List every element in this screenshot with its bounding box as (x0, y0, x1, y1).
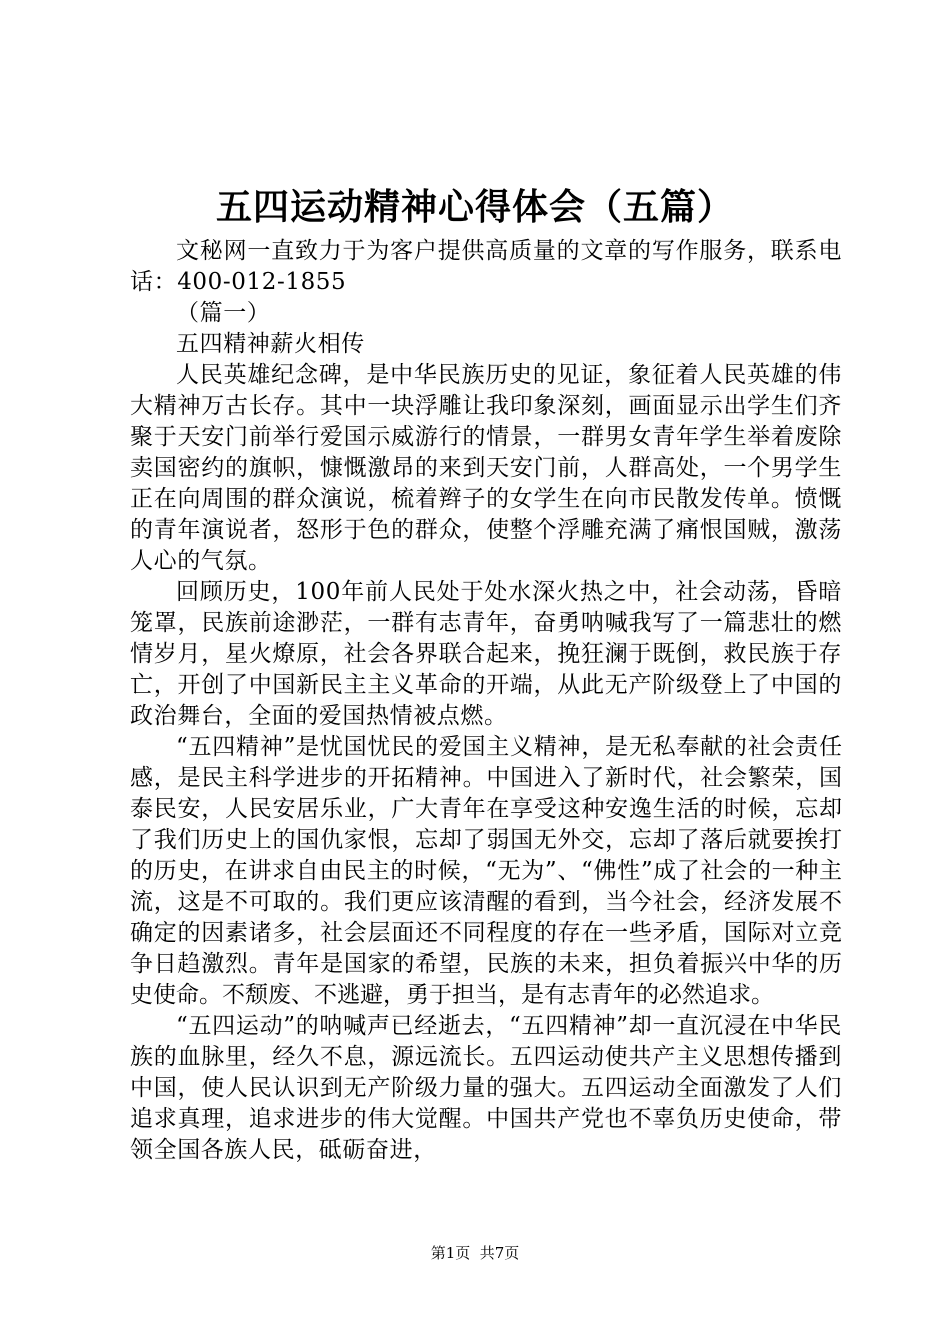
body-paragraph: “五四运动”的呐喊声已经逝去，“五四精神”却一直沉浸在中华民族的血脉里，经久不息，源远流长。五四运动使共产主义思想传播到中国，使人民认识到无产阶级力量的强大。五四运动全面激发了人们追求真理，追求进步的伟大觉醒。中国共产党也不辜负历史使命，带领全国各族人民，砥砺奋进， (130, 1013, 842, 1163)
section-label: （篇一） (176, 300, 271, 326)
document-body (130, 236, 842, 1166)
body-paragraph: 回顾历史，100年前人民处于处水深火热之中，社会动荡，昏暗笼罩，民族前途渺茫，一群有志青年，奋勇呐喊我写了一篇悲壮的燃情岁月，星火燎原，社会各界联合起来，挽狂澜于既倒，救民族于存亡，开创了中国新民主主义革命的开端，从此无产阶级登上了中国的政治舞台，全面的爱国热情被点燃。 (130, 579, 842, 729)
page-footer: 第1页 共7页 (430, 1244, 520, 1262)
section-subtitle: 五四精神薪火相传 (176, 331, 365, 357)
document-title: 五四运动精神心得体会（五篇） (215, 187, 734, 228)
body-paragraph: 人民英雄纪念碑，是中华民族历史的见证，象征着人民英雄的伟大精神万古长存。其中一块浮雕让我印象深刻，画面显示出学生们齐聚于天安门前举行爱国示威游行的情景，一群男女青年学生举着废除卖国密约的旗帜，慷慨激昂的来到天安门前，人群高处，一个男学生正在向周围的群众演说，梳着辫子的女学生在向市民散发传单。愤慨的青年演说者，怒形于色的群众，使整个浮雕充满了痛恨国贼，激荡人心的气氛。 (130, 362, 842, 574)
intro-paragraph: 文秘网一直致力于为客户提供高质量的文章的写作服务，联系电话：400-012-1855 (130, 238, 842, 295)
body-paragraph: “五四精神”是忧国忧民的爱国主义精神，是无私奉献的社会责任感，是民主科学进步的开拓精神。中国进入了新时代，社会繁荣，国泰民安，人民安居乐业，广大青年在享受这种安逸生活的时候，忘却了我们历史上的国仇家恨，忘却了弱国无外交，忘却了落后就要挨打的历史，在讲求自由民主的时候，“无为”、“佛性”成了社会的一种主流，这是不可取的。我们更应该清醒的看到，当今社会，经济发展不确定的因素诸多，社会层面还不同程度的存在一些矛盾，国际对立竞争日趋激烈。青年是国家的希望，民族的未来，担负着振兴中华的历史使命。不颓废、不逃避，勇于担当，是有志青年的必然追求。 (130, 734, 842, 1008)
